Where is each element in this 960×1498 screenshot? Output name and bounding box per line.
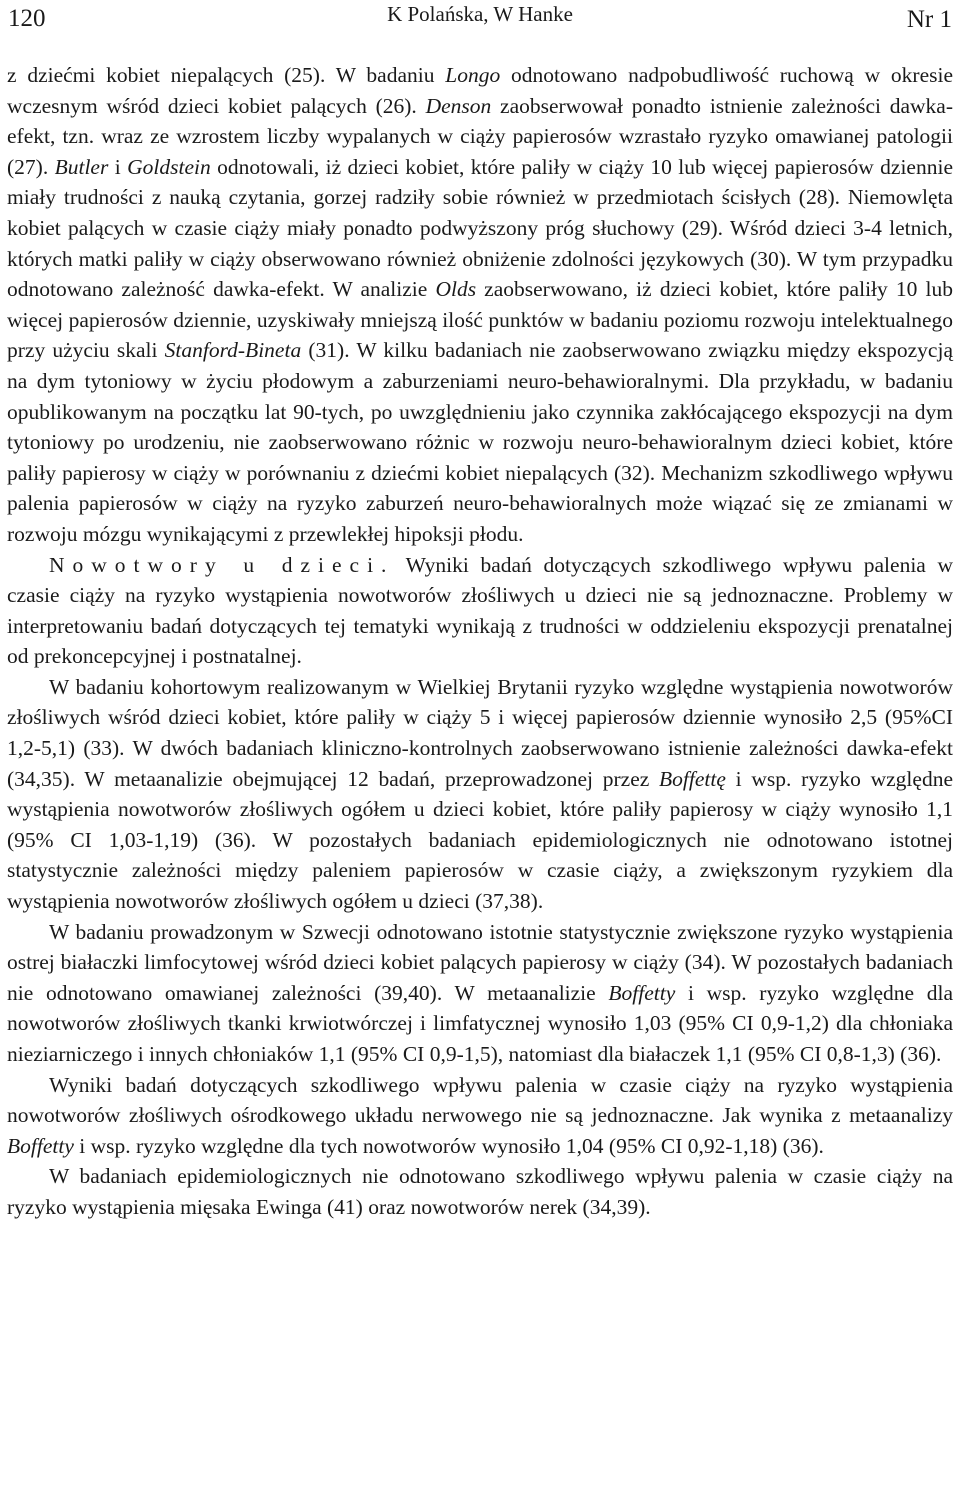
paragraph: [7, 60, 953, 550]
italic-text: Stanford-Bineta: [164, 338, 302, 363]
italic-text: Boffetty: [608, 980, 676, 1005]
text-run: i wsp. ryzyko względne wystąpienia nowotworów złośliwych ogółem u dzieci kobiet, które paliły papierosy w ciąży wynosiło 1,1 (95% CI 1,03-1,19) (36). W pozostałych badaniach epidemiologicznych nie odnotowano istotnej statystycznie zależności między paleniem papierosów w czasie ciąży, a zwiększonym ryzykiem dla wystąpienia nowotworów złośliwych ogółem u dzieci (37,38).: [7, 766, 953, 914]
italic-text: Olds: [435, 277, 477, 302]
paragraph: [7, 1161, 953, 1222]
italic-text: Butler: [54, 154, 109, 179]
paragraph: [7, 1070, 953, 1162]
italic-text: Longo: [445, 63, 501, 87]
italic-text: Boffetty: [7, 1133, 74, 1158]
running-header: [8, 0, 952, 40]
italic-text: Boffettę: [659, 766, 726, 791]
text-run: odnotowali, iż dzieci kobiet, które paliły w ciąży 10 lub więcej papierosów dziennie miały trudności z nauką czytania, gorzej radziły sobie również w przedmiotach ścisłych (28). Niemowlęta kobiet palących w czasie ciąży miały ponadto podwyższony próg słuchowy (29). Wśród dzieci 3-4 letnich, których matki paliły w ciąży obserwowano również obniżenie zdolności językowych (30). W tym przypadku odnotowano zależność dawka-efekt. W analizie: [7, 154, 953, 302]
paragraph: [7, 917, 953, 1070]
text-run: W badaniu kohortowym realizowanym w Wielkiej Brytanii ryzyko względne wystąpienia nowotworów złośliwych wśród dzieci kobiet, które paliły w ciąży 5 i więcej papierosów dziennie wynosiło 2,5 (95%CI 1,2-5,1) (33). W dwóch badaniach kliniczno-kontrolnych zaobserwowano istnienie zależności dawka-efekt (34,35). W metaanalizie obejmującej 12 badań, przeprowadzonej przez: [7, 674, 953, 791]
text-run: zaobserwował ponadto istnienie zależności dawka-efekt, tzn. wraz ze wzrostem liczby wypalanych w ciąży papierosów wzrastało ryzyko omawianej patologii (27).: [7, 93, 954, 179]
text-run: i wsp. ryzyko względne dla nowotworów złośliwych tkanki krwiotwórczej i limfatycznej wynosiło 1,03 (95% CI 0,9-1,2) dla chłoniaka nieziarniczego i innych chłoniaków 1,1 (95% CI 0,9-1,5), natomiast dla białaczek 1,1 (95% CI 0,8-1,3) (36).: [7, 980, 954, 1066]
text-run: i: [108, 154, 128, 179]
paragraph: [7, 550, 953, 672]
text-run: W badaniu prowadzonym w Szwecji odnotowano istotnie statystycznie zwiększone ryzyko wystąpienia ostrej białaczki limfocytowej wśród dzieci kobiet palących papierosy w ciąży (34). W pozostałych badaniach nie odnotowano omawianej zależności (39,40). W metaanalizie: [7, 919, 953, 1005]
text-run: z dziećmi kobiet niepalących (25). W badaniu: [7, 63, 446, 87]
text-run: (31). W kilku badaniach nie zaobserwowano związku między ekspozycją na dym tytoniowy w życiu płodowym a zaburzeniami neuro-behawioralnymi. Dla przykładu, w badaniu opublikowanym na początku lat 90-tych, po uwzględnieniu jako czynnika zakłócającego ekspozycji na dym tytoniowy po urodzeniu, nie zaobserwowano różnic w rozwoju neuro-behawioralnym dzieci kobiet, które paliły papierosy w ciąży w porównaniu z dziećmi kobiet niepalących (32). Mechanizm szkodliwego wpływu palenia papierosów w ciąży na ryzyko zaburzeń neuro-behawioralnych może wiązać się ze zmianami w rozwoju mózgu wynikającymi z przewlekłej hipoksji płodu.: [7, 338, 953, 546]
text-run: Wyniki badań dotyczących szkodliwego wpływu palenia w czasie ciąży na ryzyko wystąpienia nowotworów złośliwych u dzieci nie są jednoznaczne. Problemy w interpretowaniu badań dotyczących tej tematyki wynikają z trudności w oddzieleniu ekspozycji prenatalnej od prekoncepcyjnej i postnatalnej.: [7, 552, 953, 669]
article-body: [7, 60, 953, 1223]
header-authors: K Polańska, W Hanke: [387, 2, 573, 26]
italic-text: Denson: [425, 93, 492, 118]
issue-number: Nr 1: [906, 6, 952, 33]
paragraph: [7, 672, 953, 917]
text-run: i wsp. ryzyko względne dla tych nowotworów wynosiło 1,04 (95% CI 0,92-1,18) (36).: [73, 1133, 824, 1158]
text-run: W badaniach epidemiologicznych nie odnotowano szkodliwego wpływu palenia w czasie ciąży na ryzyko wystąpienia mięsaka Ewinga (41) oraz nowotworów nerek (34,39).: [7, 1164, 953, 1219]
text-run: Wyniki badań dotyczących szkodliwego wpływu palenia w czasie ciąży na ryzyko wystąpienia nowotworów złośliwych ośrodkowego układu nerwowego nie są jednoznaczne. Jak wynika z metaanalizy: [7, 1072, 953, 1128]
page-number: 120: [8, 5, 46, 32]
italic-text: Goldstein: [127, 154, 211, 179]
text-run: zaobserwowano, iż dzieci kobiet, które paliły 10 lub więcej papierosów dziennie, uzyskiwały mniejszą ilość punktów w badaniu poziomu rozwoju intelektualnego przy użyciu skali: [7, 277, 953, 363]
text-run: odnotowano nadpobudliwość ruchową w okresie wczesnym wśród dzieci kobiet palących (26).: [7, 63, 953, 118]
section-heading: Nowotwory u dzieci.: [49, 552, 395, 577]
